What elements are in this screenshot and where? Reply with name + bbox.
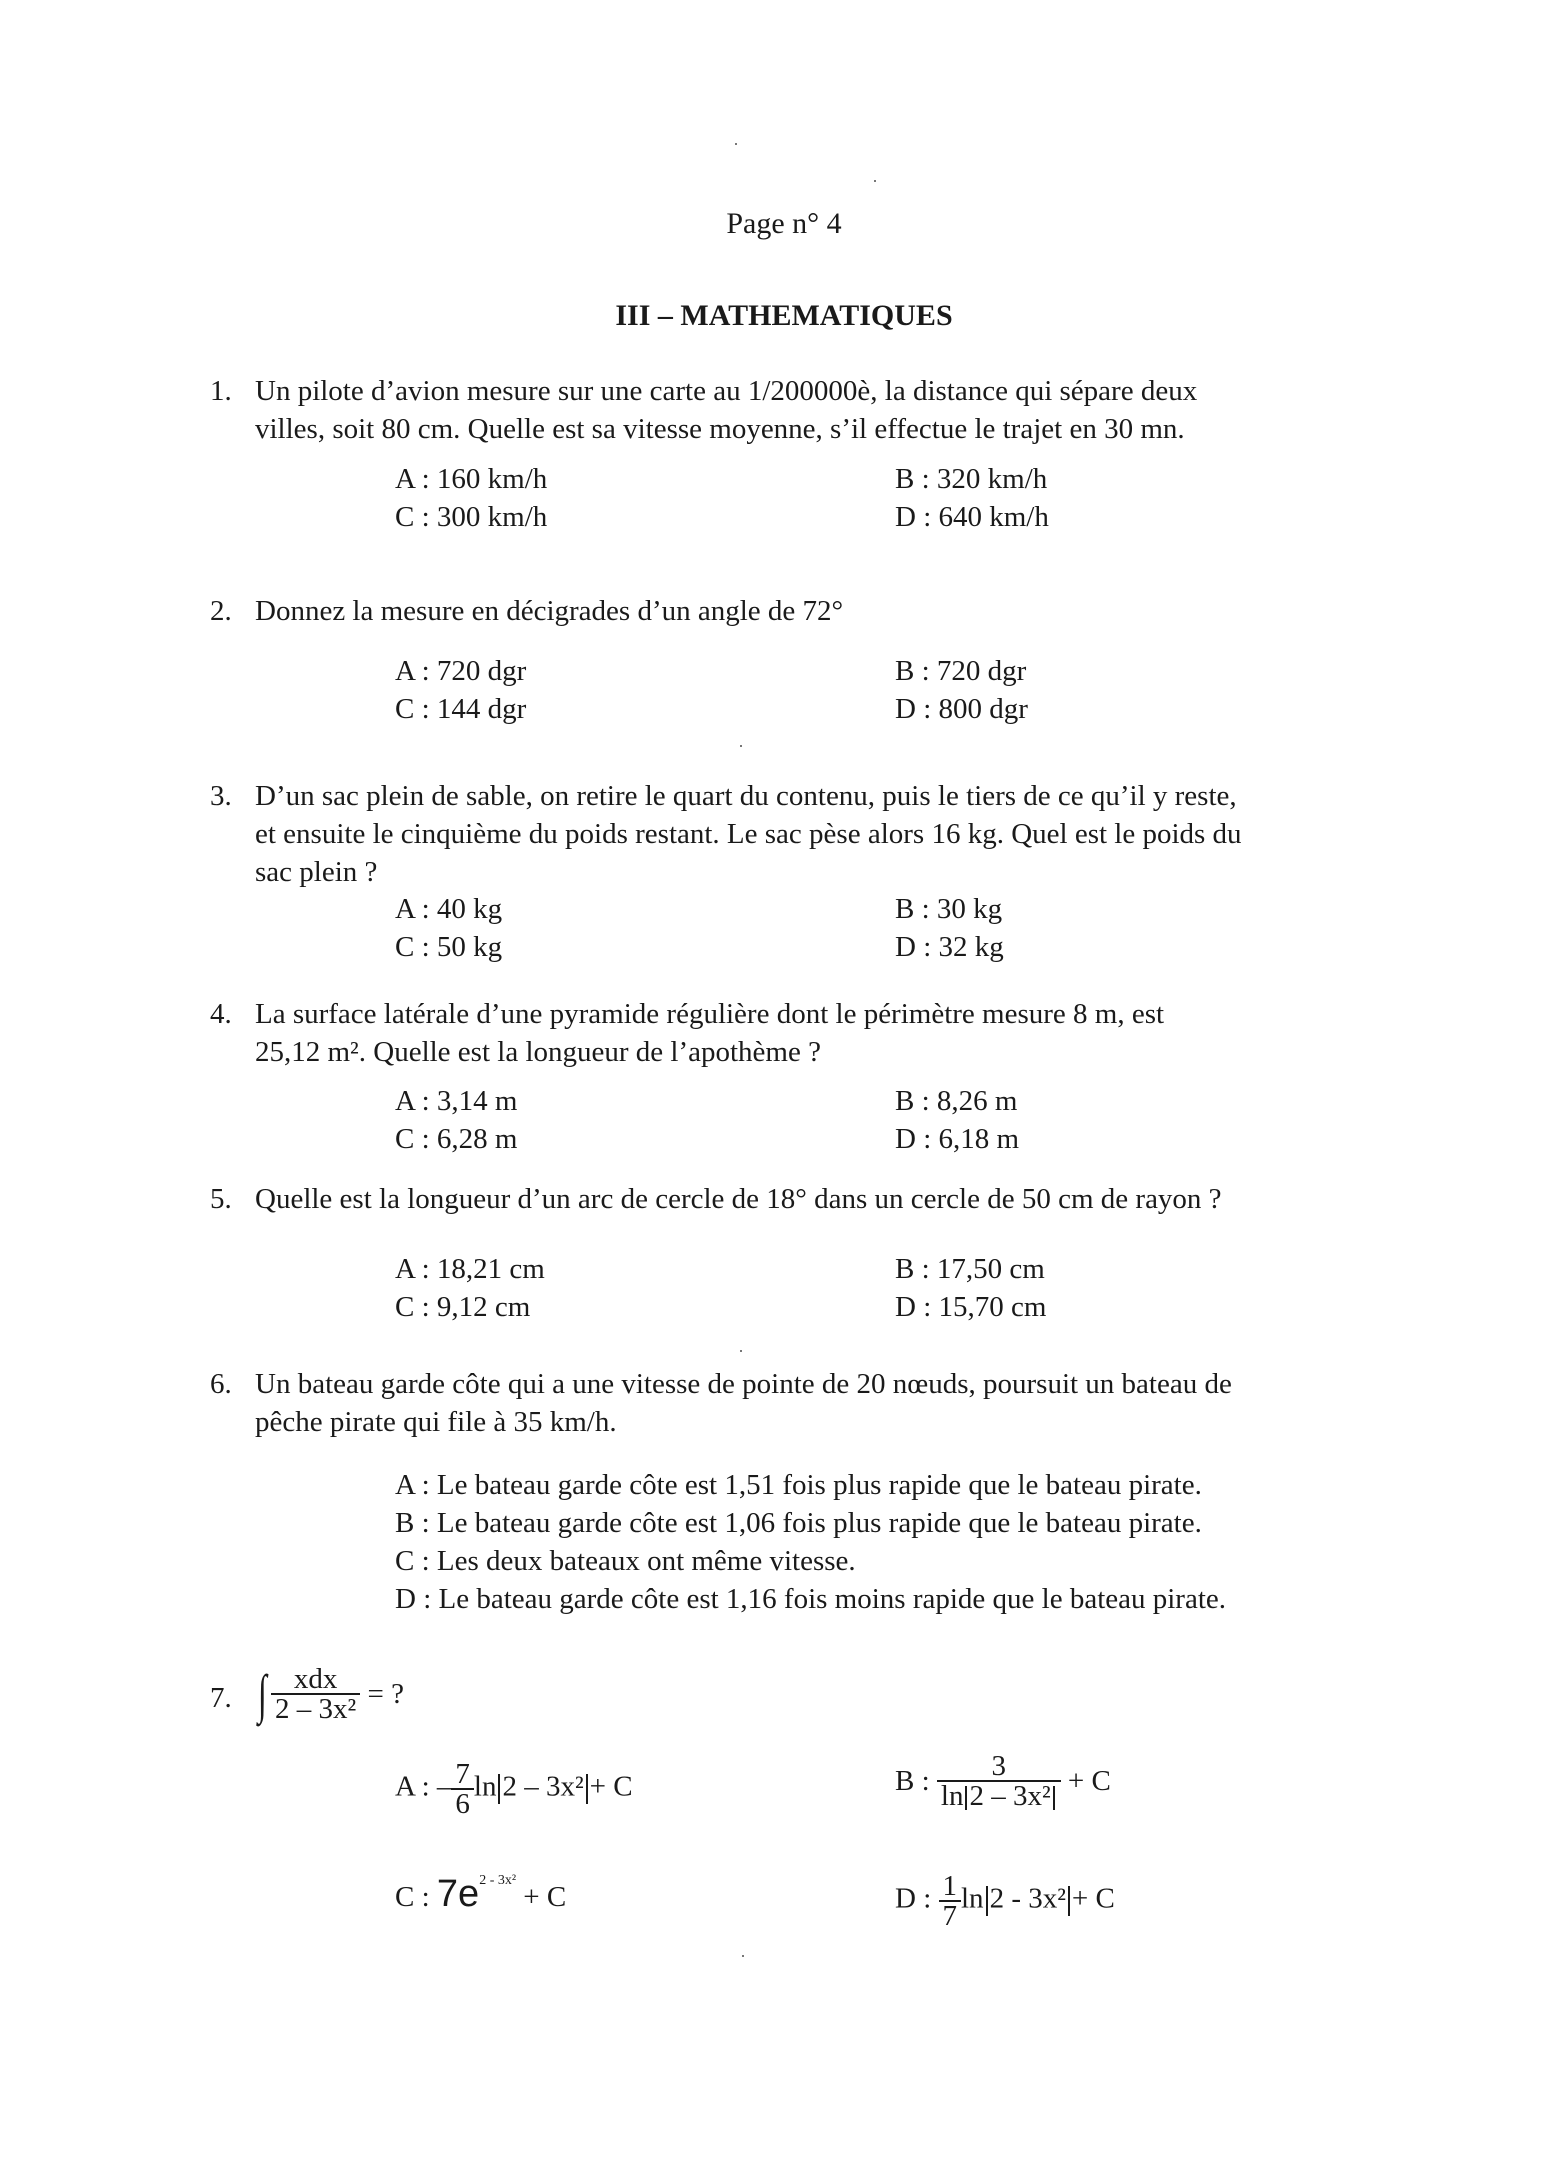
integrand-numerator: xdx bbox=[293, 1663, 338, 1695]
abs-inner: 2 – 3x² bbox=[969, 1780, 1051, 1812]
option-a bbox=[395, 1760, 633, 1818]
question-number: 3. bbox=[210, 780, 232, 812]
option-a: A : 40 kg bbox=[395, 893, 503, 925]
question-line: D’un sac plein de sable, on retire le quart du contenu, puis le tiers de ce qu’il y reste, bbox=[255, 780, 1237, 812]
page-number: Page n° 4 bbox=[726, 207, 842, 240]
question-5 bbox=[210, 1180, 1350, 1218]
exponent: 2 - 3x² bbox=[479, 1873, 517, 1888]
question-3 bbox=[210, 777, 1350, 891]
option-c bbox=[395, 1862, 566, 1916]
option-b: B : 17,50 cm bbox=[895, 1253, 1045, 1285]
question-number: 7. bbox=[210, 1682, 232, 1714]
option-label: C : bbox=[395, 1881, 430, 1913]
option-b: B : 8,26 m bbox=[895, 1085, 1018, 1117]
fraction-numerator: 1 bbox=[942, 1870, 957, 1902]
question-line: 25,12 m². Quelle est la longueur de l’apothème ? bbox=[255, 1036, 821, 1068]
option-c: C : 144 dgr bbox=[395, 693, 527, 725]
option-d: D : 6,18 m bbox=[895, 1123, 1020, 1155]
option-label: D : bbox=[895, 1882, 932, 1915]
question-line: sac plein ? bbox=[255, 856, 378, 888]
question-line: Un pilote d’avion mesure sur une carte au 1/200000è, la distance qui sépare deux bbox=[255, 375, 1198, 407]
integrand-denominator: 2 – 3x² bbox=[271, 1693, 360, 1723]
option-d: D : 800 dgr bbox=[895, 693, 1028, 725]
question-number: 4. bbox=[210, 998, 232, 1030]
scan-speck bbox=[740, 1350, 742, 1352]
integrand-fraction bbox=[271, 1665, 360, 1723]
question-number: 2. bbox=[210, 595, 232, 627]
question-6 bbox=[210, 1365, 1350, 1441]
question-line: et ensuite le cinquième du poids restant. Le sac pèse alors 16 kg. Quel est le poids du bbox=[255, 818, 1242, 850]
option-c: C : Les deux bateaux ont même vitesse. bbox=[395, 1545, 856, 1577]
question-number: 6. bbox=[210, 1368, 232, 1400]
question-text bbox=[255, 1365, 1350, 1441]
ln-text: ln bbox=[961, 1882, 984, 1915]
abs-bar-left bbox=[498, 1774, 500, 1804]
option-d: D : Le bateau garde côte est 1,16 fois moins rapide que le bateau pirate. bbox=[395, 1583, 1227, 1615]
question-number: 1. bbox=[210, 375, 232, 407]
fraction bbox=[939, 1872, 962, 1930]
abs-inner: 2 - 3x² bbox=[989, 1882, 1066, 1915]
abs-inner: 2 – 3x² bbox=[502, 1770, 584, 1803]
option-b bbox=[895, 1752, 1111, 1810]
question-line: Donnez la mesure en décigrades d’un angle de 72° bbox=[255, 595, 844, 627]
question-number: 5. bbox=[210, 1183, 232, 1215]
ln-text: ln bbox=[940, 1780, 964, 1812]
option-c: C : 50 kg bbox=[395, 931, 503, 963]
option-c: C : 6,28 m bbox=[395, 1123, 518, 1155]
option-a: A : 720 dgr bbox=[395, 655, 527, 687]
abs-bar-right bbox=[1053, 1786, 1055, 1810]
constant-term: + C bbox=[1071, 1882, 1115, 1915]
question-text bbox=[255, 1180, 1350, 1218]
question-1 bbox=[210, 372, 1350, 448]
option-d bbox=[895, 1872, 1115, 1930]
fraction-denominator: 7 bbox=[939, 1900, 962, 1930]
fraction bbox=[451, 1760, 474, 1818]
question-text bbox=[255, 995, 1350, 1071]
abs-bar-left bbox=[965, 1786, 967, 1810]
fraction-numerator: 7 bbox=[455, 1758, 470, 1790]
integral-sign: ∫ bbox=[257, 1664, 267, 1724]
section-title: III – MATHEMATIQUES bbox=[615, 299, 953, 332]
exponential-base: 7e bbox=[436, 1873, 480, 1915]
option-b: B : 30 kg bbox=[895, 893, 1003, 925]
option-a: A : 18,21 cm bbox=[395, 1253, 545, 1285]
minus-sign: – bbox=[436, 1770, 452, 1803]
abs-bar-left bbox=[986, 1886, 988, 1916]
question-7 bbox=[210, 1665, 1350, 1723]
option-d: D : 640 km/h bbox=[895, 501, 1049, 533]
fraction bbox=[937, 1752, 1061, 1810]
question-line: villes, soit 80 cm. Quelle est sa vitesse moyenne, s’il effectue le trajet en 30 mn. bbox=[255, 413, 1185, 445]
fraction-numerator: 3 bbox=[991, 1750, 1007, 1782]
question-text bbox=[255, 372, 1350, 448]
scan-speck bbox=[740, 745, 742, 747]
option-d: D : 15,70 cm bbox=[895, 1291, 1047, 1323]
equals-question: = ? bbox=[367, 1678, 404, 1710]
option-b: B : 320 km/h bbox=[895, 463, 1048, 495]
question-text bbox=[255, 592, 1350, 630]
question-text bbox=[255, 777, 1350, 891]
question-line: Quelle est la longueur d’un arc de cercle de 18° dans un cercle de 50 cm de rayon ? bbox=[255, 1183, 1222, 1215]
option-a: A : Le bateau garde côte est 1,51 fois plus rapide que le bateau pirate. bbox=[395, 1469, 1202, 1501]
scan-speck bbox=[735, 143, 737, 145]
option-c: C : 300 km/h bbox=[395, 501, 548, 533]
option-b: B : Le bateau garde côte est 1,06 fois plus rapide que le bateau pirate. bbox=[395, 1507, 1202, 1539]
scan-speck bbox=[874, 180, 876, 182]
question-4 bbox=[210, 995, 1350, 1071]
option-d: D : 32 kg bbox=[895, 931, 1004, 963]
option-a: A : 160 km/h bbox=[395, 463, 548, 495]
option-label: B : bbox=[895, 1765, 930, 1798]
option-c: C : 9,12 cm bbox=[395, 1291, 531, 1323]
option-b: B : 720 dgr bbox=[895, 655, 1027, 687]
option-a: A : 3,14 m bbox=[395, 1085, 518, 1117]
question-line: La surface latérale d’une pyramide régulière dont le périmètre mesure 8 m, est bbox=[255, 998, 1165, 1030]
abs-bar-right bbox=[586, 1774, 588, 1804]
scan-speck bbox=[742, 1955, 744, 1957]
integral-expression bbox=[255, 1665, 1350, 1723]
option-label: A : bbox=[395, 1770, 430, 1803]
question-line: Un bateau garde côte qui a une vitesse de pointe de 20 nœuds, poursuit un bateau de bbox=[255, 1368, 1232, 1400]
constant-term: + C bbox=[1067, 1765, 1111, 1798]
question-line: pêche pirate qui file à 35 km/h. bbox=[255, 1406, 617, 1438]
constant-term: + C bbox=[589, 1770, 633, 1803]
fraction-denominator: 6 bbox=[451, 1788, 474, 1818]
question-2 bbox=[210, 592, 1350, 630]
fraction-denominator bbox=[937, 1780, 1061, 1810]
constant-term: + C bbox=[523, 1881, 567, 1913]
abs-bar-right bbox=[1068, 1886, 1070, 1916]
ln-text: ln bbox=[473, 1770, 497, 1803]
